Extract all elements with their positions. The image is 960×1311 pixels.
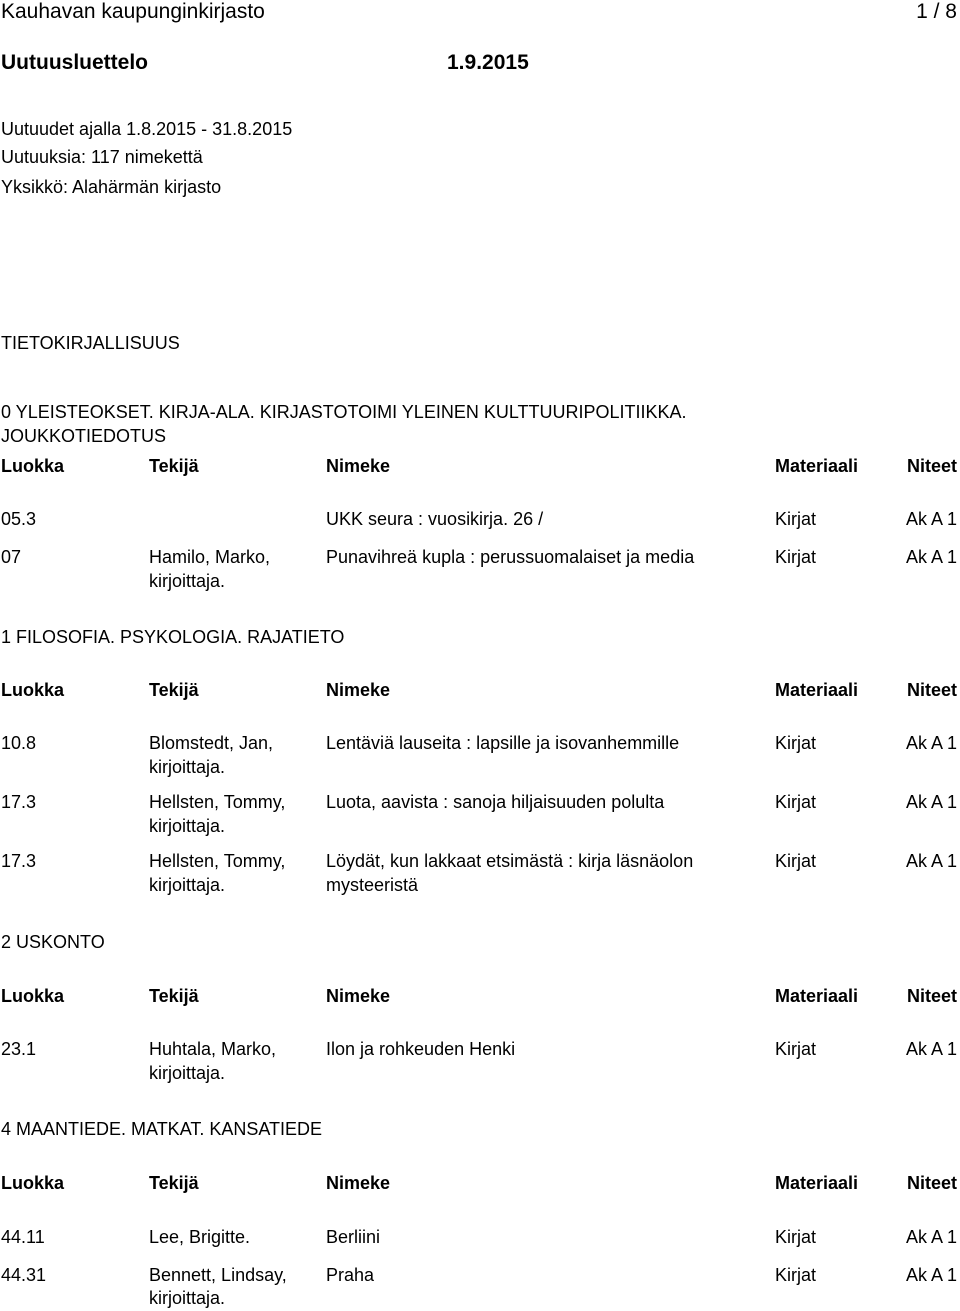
cell-materiaali: Kirjat <box>775 851 817 871</box>
unit-text: Yksikkö: Alahärmän kirjasto <box>1 177 222 197</box>
section-title: 4 MAANTIEDE. MATKAT. KANSATIEDE <box>1 1119 323 1139</box>
cell-nimeke: UKK seura : vuosikirja. 26 / <box>326 509 544 529</box>
cell-luokka: 17.3 <box>1 851 37 871</box>
library-name: Kauhavan kaupunginkirjasto <box>1 0 265 23</box>
col-tekija: Tekijä <box>149 680 199 700</box>
cell-luokka: 23.1 <box>1 1039 37 1059</box>
cell-materiaali: Kirjat <box>775 1039 817 1059</box>
col-tekija: Tekijä <box>149 1173 199 1193</box>
col-materiaali: Materiaali <box>775 456 859 476</box>
cell-tekija: Huhtala, Marko, <box>149 1039 277 1059</box>
cell-tekija: Hellsten, Tommy, <box>149 792 286 812</box>
col-luokka: Luokka <box>1 456 65 476</box>
col-niteet: Niteet <box>906 986 957 1006</box>
col-materiaali: Materiaali <box>775 1173 859 1193</box>
section-title-cont: JOUKKOTIEDOTUS <box>1 426 167 446</box>
col-nimeke: Nimeke <box>326 986 391 1006</box>
cell-luokka: 17.3 <box>1 792 37 812</box>
cell-tekija-role: kirjoittaja. <box>149 816 226 836</box>
cell-tekija: Lee, Brigitte. <box>149 1227 251 1247</box>
cell-tekija-role: kirjoittaja. <box>149 875 226 895</box>
cell-nimeke-cont: mysteeristä <box>326 875 419 895</box>
col-niteet: Niteet <box>906 456 957 476</box>
cell-luokka: 44.31 <box>1 1265 47 1285</box>
cell-nimeke: Punavihreä kupla : perussuomalaiset ja media <box>326 547 695 567</box>
main-category: TIETOKIRJALLISUUS <box>1 333 180 353</box>
cell-tekija-role: kirjoittaja. <box>149 1288 226 1308</box>
cell-luokka: 10.8 <box>1 733 37 753</box>
cell-tekija-role: kirjoittaja. <box>149 1063 226 1083</box>
cell-materiaali: Kirjat <box>775 509 817 529</box>
col-niteet: Niteet <box>906 1173 957 1193</box>
col-luokka: Luokka <box>1 680 65 700</box>
col-tekija: Tekijä <box>149 986 199 1006</box>
cell-niteet: Ak A 1 <box>905 792 957 812</box>
col-luokka: Luokka <box>1 986 65 1006</box>
cell-luokka: 05.3 <box>1 509 37 529</box>
cell-nimeke: Luota, aavista : sanoja hiljaisuuden polulta <box>326 792 665 812</box>
cell-niteet: Ak A 1 <box>905 733 957 753</box>
cell-materiaali: Kirjat <box>775 1227 817 1247</box>
col-luokka: Luokka <box>1 1173 65 1193</box>
cell-luokka: 44.11 <box>1 1227 45 1247</box>
cell-nimeke: Berliini <box>326 1227 381 1247</box>
cell-niteet: Ak A 1 <box>905 1265 957 1285</box>
period-text: Uutuudet ajalla 1.8.2015 - 31.8.2015 <box>1 119 293 139</box>
cell-niteet: Ak A 1 <box>905 547 957 567</box>
cell-tekija: Bennett, Lindsay, <box>149 1265 287 1285</box>
col-nimeke: Nimeke <box>326 1173 391 1193</box>
col-tekija: Tekijä <box>149 456 199 476</box>
list-date: 1.9.2015 <box>447 51 529 74</box>
cell-niteet: Ak A 1 <box>905 1227 957 1247</box>
cell-luokka: 07 <box>1 547 22 567</box>
cell-tekija: Hellsten, Tommy, <box>149 851 286 871</box>
cell-tekija-role: kirjoittaja. <box>149 571 226 591</box>
col-nimeke: Nimeke <box>326 456 391 476</box>
cell-niteet: Ak A 1 <box>905 1039 957 1059</box>
cell-niteet: Ak A 1 <box>905 851 957 871</box>
cell-materiaali: Kirjat <box>775 1265 817 1285</box>
count-text: Uutuuksia: 117 nimekettä <box>1 147 203 167</box>
page-number: 1 / 8 <box>916 0 957 23</box>
cell-tekija: Hamilo, Marko, <box>149 547 271 567</box>
col-materiaali: Materiaali <box>775 680 859 700</box>
cell-nimeke: Praha <box>326 1265 375 1285</box>
list-title: Uutuusluettelo <box>1 51 148 74</box>
section-title: 1 FILOSOFIA. PSYKOLOGIA. RAJATIETO <box>1 627 345 647</box>
section-title: 2 USKONTO <box>1 932 105 952</box>
cell-tekija: Blomstedt, Jan, <box>149 733 274 753</box>
cell-tekija-role: kirjoittaja. <box>149 757 226 777</box>
cell-nimeke: Lentäviä lauseita : lapsille ja isovanhemmille <box>326 733 680 753</box>
col-materiaali: Materiaali <box>775 986 859 1006</box>
cell-nimeke: Löydät, kun lakkaat etsimästä : kirja läsnäolon <box>326 851 694 871</box>
col-niteet: Niteet <box>906 680 957 700</box>
cell-materiaali: Kirjat <box>775 792 817 812</box>
col-nimeke: Nimeke <box>326 680 391 700</box>
cell-nimeke: Ilon ja rohkeuden Henki <box>326 1039 516 1059</box>
section-title: 0 YLEISTEOKSET. KIRJA-ALA. KIRJASTOTOIMI YLEINEN KULTTUURIPOLITIIKKA. <box>1 402 687 422</box>
cell-materiaali: Kirjat <box>775 733 817 753</box>
cell-materiaali: Kirjat <box>775 547 817 567</box>
cell-niteet: Ak A 1 <box>905 509 957 529</box>
